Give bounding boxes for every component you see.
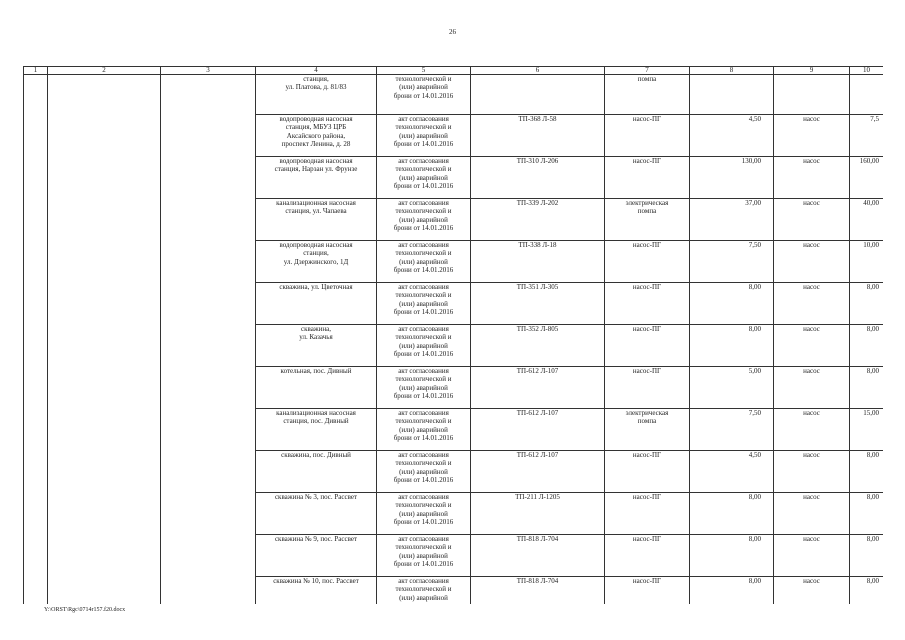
total-power-cell: 10,00 (850, 241, 884, 283)
equipment-cell: насос (774, 367, 850, 409)
equipment-type-cell: насос-ПГ (605, 157, 690, 199)
header-col-5: 5 (377, 67, 471, 75)
table-container (23, 66, 883, 604)
empty-col-1-cell (24, 409, 48, 451)
empty-col-2-cell (48, 115, 161, 157)
empty-col-1-cell (24, 115, 48, 157)
equipment-cell: насос (774, 241, 850, 283)
total-power-cell: 160,00 (850, 157, 884, 199)
empty-col-1-cell (24, 283, 48, 325)
empty-col-1-cell (24, 75, 48, 115)
table-row (24, 75, 884, 115)
object-cell: водопроводная насосная станция, ул. Дзержинского, 1Д (256, 241, 377, 283)
equipment-type-cell: электрическая помпа (605, 199, 690, 241)
object-cell: канализационная насосная станция, пос. Дивный (256, 409, 377, 451)
empty-col-1-cell (24, 241, 48, 283)
equipment-type-cell: насос-ПГ (605, 493, 690, 535)
empty-col-3-cell (161, 115, 256, 157)
substation-cell: ТП-818 Л-704 (471, 535, 605, 577)
header-col-9: 9 (774, 67, 850, 75)
total-power-cell (850, 75, 884, 115)
header-col-1: 1 (24, 67, 48, 75)
equipment-type-cell: насос-ПГ (605, 535, 690, 577)
document-cell: акт согласования технологической и (или) аварийной брони от 14.01.2016 (377, 241, 471, 283)
empty-col-3-cell (161, 535, 256, 577)
table-row (24, 241, 884, 283)
file-path-footer: Y:\ORST\Rgc\0714r157.f20.docx (44, 607, 126, 613)
empty-col-1-cell (24, 157, 48, 199)
object-cell: скважина, пос. Дивный (256, 451, 377, 493)
power-cell: 8,00 (690, 493, 774, 535)
substation-cell: ТП-612 Л-107 (471, 367, 605, 409)
power-cell: 4,50 (690, 115, 774, 157)
empty-col-1-cell (24, 367, 48, 409)
table-row (24, 577, 884, 605)
power-cell: 4,50 (690, 451, 774, 493)
power-cell: 8,00 (690, 283, 774, 325)
empty-col-2-cell (48, 199, 161, 241)
empty-col-2-cell (48, 535, 161, 577)
document-cell: акт согласования технологической и (или) аварийной брони от 14.01.2016 (377, 283, 471, 325)
table-row (24, 409, 884, 451)
empty-col-3-cell (161, 493, 256, 535)
substation-cell (471, 75, 605, 115)
table-row (24, 115, 884, 157)
table-row (24, 199, 884, 241)
equipment-type-cell: помпа (605, 75, 690, 115)
object-cell: водопроводная насосная станция, Нарзан ул. Фрунзе (256, 157, 377, 199)
table-row (24, 493, 884, 535)
power-cell: 130,00 (690, 157, 774, 199)
document-cell: акт согласования технологической и (или) аварийной брони от 14.01.2016 (377, 535, 471, 577)
empty-col-1-cell (24, 199, 48, 241)
power-cell: 7,50 (690, 241, 774, 283)
equipment-cell: насос (774, 535, 850, 577)
total-power-cell: 8,00 (850, 451, 884, 493)
equipment-cell (774, 75, 850, 115)
header-col-3: 3 (161, 67, 256, 75)
data-table (23, 66, 883, 604)
power-cell: 7,50 (690, 409, 774, 451)
table-row (24, 535, 884, 577)
empty-col-2-cell (48, 75, 161, 115)
header-row (24, 67, 884, 75)
power-cell: 37,00 (690, 199, 774, 241)
equipment-type-cell: насос-ПГ (605, 115, 690, 157)
substation-cell: ТП-818 Л-704 (471, 577, 605, 605)
table-row (24, 451, 884, 493)
object-cell: водопроводная насосная станция, МБУЗ ЦРБ Аксайского района, проспект Ленина, д. 28 (256, 115, 377, 157)
document-cell: акт согласования технологической и (или) аварийной брони от 14.01.2016 (377, 451, 471, 493)
empty-col-3-cell (161, 75, 256, 115)
document-cell: акт согласования технологической и (или) аварийной брони от 14.01.2016 (377, 493, 471, 535)
table-row (24, 367, 884, 409)
empty-col-2-cell (48, 493, 161, 535)
empty-col-3-cell (161, 451, 256, 493)
total-power-cell: 8,00 (850, 283, 884, 325)
substation-cell: ТП-352 Л-805 (471, 325, 605, 367)
document-cell: акт согласования технологической и (или) аварийной брони от 14.01.2016 (377, 199, 471, 241)
empty-col-1-cell (24, 493, 48, 535)
document-cell: акт согласования технологической и (или) аварийной брони от 14.01.2016 (377, 325, 471, 367)
total-power-cell: 8,00 (850, 367, 884, 409)
empty-col-3-cell (161, 409, 256, 451)
document-cell: акт согласования технологической и (или) аварийной брони от 14.01.2016 (377, 115, 471, 157)
total-power-cell: 8,00 (850, 577, 884, 605)
empty-col-1-cell (24, 577, 48, 605)
equipment-type-cell: насос-ПГ (605, 325, 690, 367)
equipment-cell: насос (774, 157, 850, 199)
page-number: 26 (449, 28, 456, 36)
substation-cell: ТП-612 Л-107 (471, 451, 605, 493)
equipment-cell: насос (774, 577, 850, 605)
empty-col-2-cell (48, 577, 161, 605)
document-cell: акт согласования технологической и (или) аварийной брони от 14.01.2016 (377, 409, 471, 451)
power-cell: 8,00 (690, 535, 774, 577)
object-cell: скважина № 9, пос. Рассвет (256, 535, 377, 577)
total-power-cell: 8,00 (850, 325, 884, 367)
equipment-cell: насос (774, 451, 850, 493)
empty-col-1-cell (24, 325, 48, 367)
substation-cell: ТП-351 Л-305 (471, 283, 605, 325)
equipment-cell: насос (774, 409, 850, 451)
equipment-cell: насос (774, 325, 850, 367)
table-row (24, 283, 884, 325)
power-cell (690, 75, 774, 115)
empty-col-3-cell (161, 199, 256, 241)
object-cell: скважина № 3, пос. Рассвет (256, 493, 377, 535)
total-power-cell: 40,00 (850, 199, 884, 241)
header-col-8: 8 (690, 67, 774, 75)
power-cell: 8,00 (690, 577, 774, 605)
empty-col-3-cell (161, 283, 256, 325)
table-row (24, 157, 884, 199)
equipment-type-cell: электрическая помпа (605, 409, 690, 451)
power-cell: 5,00 (690, 367, 774, 409)
header-col-6: 6 (471, 67, 605, 75)
object-cell: скважина, ул. Цветочная (256, 283, 377, 325)
header-col-4: 4 (256, 67, 377, 75)
empty-col-2-cell (48, 451, 161, 493)
header-col-2: 2 (48, 67, 161, 75)
total-power-cell: 8,00 (850, 493, 884, 535)
header-col-7: 7 (605, 67, 690, 75)
document-cell: акт согласования технологической и (или) аварийной брони от 14.01.2016 (377, 367, 471, 409)
empty-col-2-cell (48, 409, 161, 451)
substation-cell: ТП-612 Л-107 (471, 409, 605, 451)
empty-col-2-cell (48, 325, 161, 367)
empty-col-3-cell (161, 367, 256, 409)
table-body (24, 75, 884, 605)
substation-cell: ТП-339 Л-202 (471, 199, 605, 241)
empty-col-1-cell (24, 451, 48, 493)
equipment-cell: насос (774, 115, 850, 157)
empty-col-2-cell (48, 241, 161, 283)
equipment-type-cell: насос-ПГ (605, 451, 690, 493)
document-cell: акт согласования технологической и (или) аварийной брони от 14.01.2016 (377, 157, 471, 199)
empty-col-3-cell (161, 577, 256, 605)
substation-cell: ТП-211 Л-1205 (471, 493, 605, 535)
table-row (24, 325, 884, 367)
total-power-cell: 15,00 (850, 409, 884, 451)
header-col-10: 10 (850, 67, 884, 75)
empty-col-2-cell (48, 283, 161, 325)
equipment-cell: насос (774, 199, 850, 241)
empty-col-3-cell (161, 157, 256, 199)
empty-col-2-cell (48, 367, 161, 409)
empty-col-3-cell (161, 241, 256, 283)
object-cell: скважина, ул. Казачья (256, 325, 377, 367)
object-cell: канализационная насосная станция, ул. Чапаева (256, 199, 377, 241)
equipment-type-cell: насос-ПГ (605, 367, 690, 409)
substation-cell: ТП-310 Л-206 (471, 157, 605, 199)
document-cell: акт согласования технологической и (или) аварийной (377, 577, 471, 605)
total-power-cell: 7,5 (850, 115, 884, 157)
total-power-cell: 8,00 (850, 535, 884, 577)
equipment-type-cell: насос-ПГ (605, 283, 690, 325)
equipment-type-cell: насос-ПГ (605, 241, 690, 283)
substation-cell: ТП-368 Л-58 (471, 115, 605, 157)
equipment-type-cell: насос-ПГ (605, 577, 690, 605)
substation-cell: ТП-338 Л-18 (471, 241, 605, 283)
empty-col-3-cell (161, 325, 256, 367)
object-cell: станция, ул. Платова, д. 81/83 (256, 75, 377, 115)
power-cell: 8,00 (690, 325, 774, 367)
equipment-cell: насос (774, 283, 850, 325)
object-cell: котельная, пос. Дивный (256, 367, 377, 409)
empty-col-1-cell (24, 535, 48, 577)
empty-col-2-cell (48, 157, 161, 199)
object-cell: скважина № 10, пос. Рассвет (256, 577, 377, 605)
equipment-cell: насос (774, 493, 850, 535)
document-cell: технологической и (или) аварийной брони от 14.01.2016 (377, 75, 471, 115)
